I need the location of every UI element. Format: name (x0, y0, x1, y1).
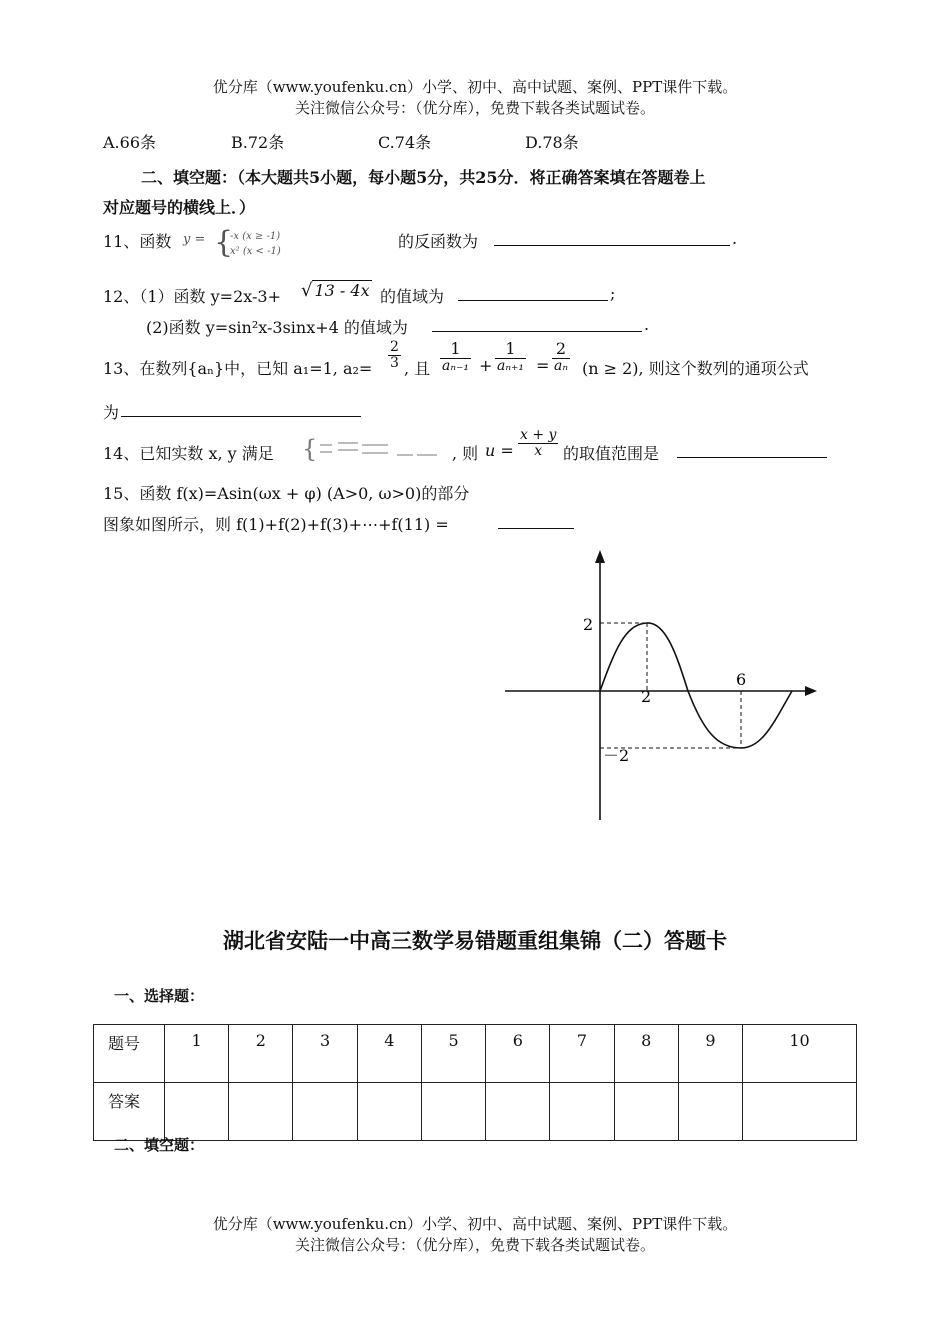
col-number: 1 (165, 1025, 229, 1083)
answer-cell[interactable] (165, 1083, 229, 1141)
q13-frac-2-den: aₙ₊₁ (497, 357, 525, 374)
col-number: 9 (678, 1025, 742, 1083)
row-head-answer: 答案 (94, 1083, 165, 1141)
header-line-2: 关注微信公众号：（优分库），免费下载各类试题试卷。 (294, 99, 655, 117)
q14-answer-blank[interactable] (677, 442, 827, 458)
answer-cell[interactable] (486, 1083, 550, 1141)
col-number: 10 (743, 1025, 857, 1083)
col-number: 8 (614, 1025, 678, 1083)
answer-card-section1: 一、选择题： (114, 987, 205, 1005)
choice-c: C.74条 (378, 133, 432, 152)
answer-cell[interactable] (743, 1083, 857, 1141)
answer-cell[interactable] (229, 1083, 293, 1141)
header-line-1: 优分库（www.youfenku.cn）小学、初中、高中试题、案例、PPT课件下载。 (212, 78, 738, 96)
q13-frac-1-den: aₙ₋₁ (442, 357, 470, 374)
q13-line2: 为 (103, 403, 120, 422)
answer-table-header-row (94, 1025, 857, 1083)
col-number: 2 (229, 1025, 293, 1083)
q13-frac-3-num: 2 (552, 340, 570, 359)
label-y-max: 2 (583, 615, 594, 634)
q13-frac-a2 (388, 340, 401, 372)
label-y-min: －2 (603, 746, 630, 765)
q13-frac-a2-num: 2 (390, 339, 399, 355)
col-number: 3 (293, 1025, 357, 1083)
y-axis-arrow (595, 550, 605, 563)
q14-frac (518, 428, 558, 460)
answer-cell[interactable] (293, 1083, 357, 1141)
q12-1-answer-blank[interactable] (458, 285, 608, 301)
q11-y-eq: y = (183, 232, 206, 247)
q14-frac-num: x + y (520, 427, 557, 443)
q14-suffix: 的取值范围是 (563, 444, 660, 463)
q12-sqrt: √ 13 - 4x (301, 280, 370, 301)
q12-line1-prefix: 12、（1）函数 y=2x-3+ (103, 287, 281, 306)
q13-eq: = (536, 356, 550, 375)
q15-answer-blank[interactable] (498, 513, 574, 529)
x-axis-arrow (805, 686, 817, 696)
q11-end: . (732, 229, 738, 248)
answer-cell[interactable] (357, 1083, 421, 1141)
q14-prefix: 14、已知实数 x, y 满足 (103, 444, 274, 463)
q12-line2-prefix: (2)函数 y=sin²x-3sinx+4 的值域为 (146, 318, 408, 337)
q13-frac-3 (552, 340, 570, 374)
q13-answer-blank[interactable] (121, 401, 361, 417)
label-x-peak: 2 (641, 687, 652, 706)
q14-constraint-system-image (302, 436, 452, 462)
col-number: 5 (421, 1025, 485, 1083)
q12-line2-end: . (644, 315, 650, 334)
q11-prefix: 11、函数 (103, 232, 172, 251)
answer-cell[interactable] (614, 1083, 678, 1141)
answer-cell[interactable] (421, 1083, 485, 1141)
footer-line-2: 关注微信公众号：（优分库），免费下载各类试题试卷。 (294, 1236, 655, 1254)
q13-prefix: 13、在数列{aₙ}中，已知 a₁=1, a₂= (103, 359, 373, 378)
answer-table (93, 1024, 857, 1141)
section2-title-line2: 对应题号的横线上．） (103, 198, 256, 217)
choice-a: A.66条 (103, 133, 157, 152)
q13-mid: , 且 (404, 359, 431, 378)
svg-text:{: { (302, 436, 318, 462)
answer-cell[interactable] (678, 1083, 742, 1141)
q11-case2: x² (x < -1) (230, 246, 281, 257)
q11-case1: -x (x ≥ -1) (230, 231, 281, 242)
q13-frac-1-num: 1 (440, 340, 471, 359)
sine-curve (600, 623, 792, 748)
q13-frac-1 (440, 340, 471, 374)
q15-line2: 图象如图所示，则 f(1)+f(2)+f(3)+⋯+f(11) = (103, 515, 449, 534)
col-number: 7 (550, 1025, 614, 1083)
q12-2-answer-blank[interactable] (432, 316, 642, 332)
choice-b: B.72条 (231, 133, 285, 152)
q14-u-eq: u = (485, 441, 514, 460)
q13-frac-2-num: 1 (495, 340, 526, 359)
q12-line1-end: ; (610, 284, 616, 303)
q14-mid: , 则 (452, 444, 479, 463)
q11-brace: { (214, 225, 234, 260)
q15-line1: 15、函数 f(x)=Asin(ωx + φ) (A>0, ω>0)的部分 (103, 484, 470, 503)
q12-line1-suffix: 的值域为 (380, 287, 445, 306)
q12-sqrt-content: 13 - 4x (314, 281, 370, 300)
q13-frac-2 (495, 340, 526, 374)
col-number: 6 (486, 1025, 550, 1083)
sine-graph (495, 540, 835, 830)
q13-cond: (n ≥ 2), 则这个数列的通项公式 (582, 359, 809, 378)
answer-card-section2: 二、填空题： (114, 1136, 205, 1154)
q11-answer-blank[interactable] (494, 230, 730, 246)
answer-cell[interactable] (550, 1083, 614, 1141)
answer-table-answer-row (94, 1083, 857, 1141)
footer-line-1: 优分库（www.youfenku.cn）小学、初中、高中试题、案例、PPT课件下载。 (212, 1215, 738, 1233)
q13-frac-3-den: aₙ (554, 357, 569, 374)
row-head-number: 题号 (94, 1025, 165, 1083)
q13-frac-a2-den: 3 (390, 355, 399, 372)
answer-card-title: 湖北省安陆一中高三数学易错题重组集锦（二）答题卡 (223, 929, 727, 953)
q14-frac-den: x (534, 443, 543, 460)
q13-plus: + (479, 356, 493, 375)
section2-title-line1: 二、填空题：（本大题共5小题，每小题5分，共25分．将正确答案填在答题卷上 (141, 168, 706, 187)
choice-d: D.78条 (525, 133, 579, 152)
col-number: 4 (357, 1025, 421, 1083)
label-x-trough: 6 (736, 670, 747, 689)
q11-suffix: 的反函数为 (398, 232, 479, 251)
